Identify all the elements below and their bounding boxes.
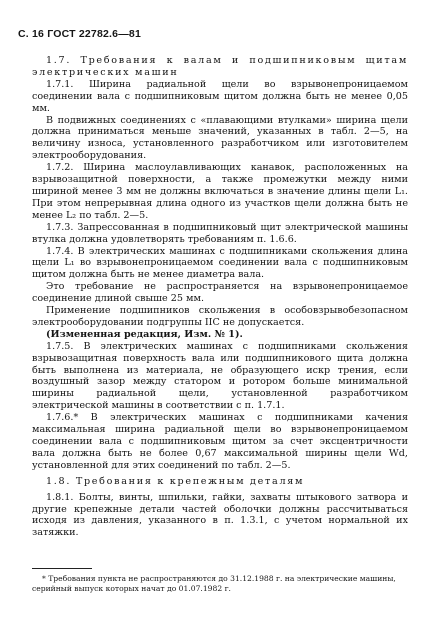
page-header: С. 16 ГОСТ 22782.6—81 bbox=[18, 28, 141, 40]
paragraph-1-7-2: 1.7.2. Ширина маслоулавливающих канавок, расположенных на взрывозащитной поверхности, а также промежутки между ними шириной менее 3 мм не должны включаться в значение длины щели L₁. При этом непрерывная длина одного из участков щели должна быть не менее L₂ по табл. 2—5. bbox=[32, 162, 408, 221]
paragraph-1-7-5: 1.7.5. В электрических машинах с подшипниками скольжения взрывозащитная поверхность вала или подшипникового щита должна быть выполнена из материала, не образующего искр трения, если воздушный зазор между статором и ротором больше минимальной ширины радиальной щели, установленной разработчиком электрической машины в соответствии с п. 1.7.1. bbox=[32, 340, 408, 412]
paragraph-1-7-1: 1.7.1. Ширина радиальной щели во взрывонепроницаемом соединении вала с подшипниковым щитом должна быть не менее 0,05 мм. bbox=[32, 78, 408, 114]
paragraph-sliding-bearings: Применение подшипников скольжения в особовзрывобезопасном электрооборудовании подгруппы IIС не допускается. bbox=[32, 305, 408, 328]
paragraph-1-8-1: 1.8.1. Болты, винты, шпильки, гайки, захваты штыкового затвора и другие крепежные детали частей оболочки должны рассчитываться исходя из давления, указанного в п. 1.3.1, с учетом нормальной их затяжки. bbox=[32, 491, 408, 539]
paragraph-1-7-4: 1.7.4. В электрических машинах с подшипниками скольжения длина щели L₁ во взрывонепроницаемом соединении вала с подшипниковым щитом должна быть не менее диаметра вала. bbox=[32, 245, 408, 281]
document-body bbox=[32, 55, 408, 539]
amendment-note: (Измененная редакция, Изм. № 1). bbox=[46, 328, 243, 340]
footnote bbox=[32, 574, 408, 593]
paragraph-1-7-3: 1.7.3. Запрессованная в подшипниковый щит электрической машины втулка должна удовлетворять требованиям п. 1.6.6. bbox=[32, 221, 408, 245]
footnote-text: * Требования пункта не распространяются до 31.12.1988 г. на электрические машины, серийный выпуск которых начат до 01.07.1982 г. bbox=[32, 574, 396, 593]
footnote-divider bbox=[32, 568, 92, 569]
paragraph-floating-bushings: В подвижных соединениях с «плавающими втулками» ширина щели должна приниматься меньше значений, указанных в табл. 2—5, на величину износа, установленного разработчиком или изготовителем электрооборудования. bbox=[32, 114, 408, 162]
paragraph-exception: Это требование не распространяется на взрывонепроницаемое соединение длиной свыше 25 мм. bbox=[32, 281, 408, 305]
paragraph-1-7-6: 1.7.6.* В электрических машинах с подшипниками качения максимальная ширина радиальной щели во взрывонепроницаемом соединении вала с подшипниковым щитом за счет эксцентричности вала должна быть не более 0,67 максимальной ширины щели Wd, установленной для этих соединений по табл. 2—5. bbox=[32, 412, 408, 471]
section-heading-1-7: 1.7. Требования к валам и подшипниковым щитам электрических машин bbox=[32, 55, 408, 78]
section-heading-1-8: 1.8. Требования к крепежным деталям bbox=[46, 475, 305, 487]
